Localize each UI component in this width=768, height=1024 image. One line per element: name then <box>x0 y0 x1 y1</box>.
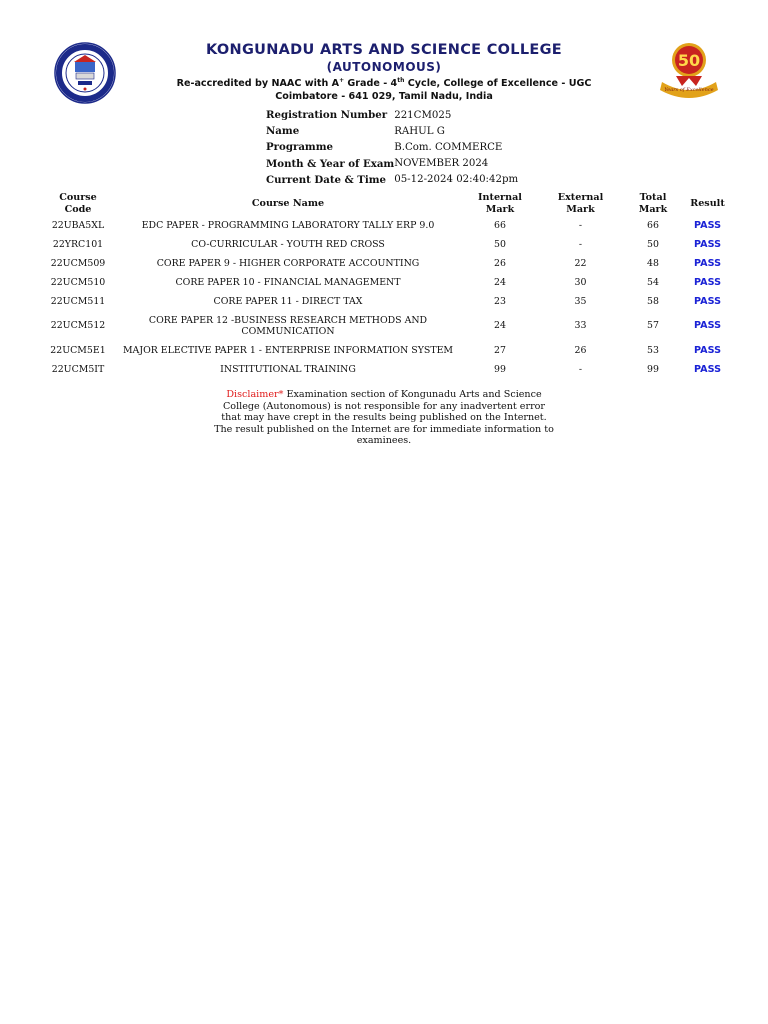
info-row-programme <box>266 139 518 155</box>
college-address: Coimbatore - 641 029, Tamil Nadu, India <box>275 91 493 102</box>
badge-number: 50 <box>677 51 701 70</box>
total-mark: 50 <box>647 238 659 250</box>
result-status: PASS <box>694 344 721 356</box>
course-code: 22YRC101 <box>52 238 104 250</box>
external-mark: - <box>578 363 583 375</box>
table-row <box>40 254 730 273</box>
course-name: INSTITUTIONAL TRAINING <box>220 363 356 375</box>
student-info-table <box>266 107 518 188</box>
internal-mark: 26 <box>494 257 506 269</box>
accreditation-line: Re-accredited by NAAC with A+ Grade - 4th Cycle, College of Excellence - UGC <box>176 77 592 90</box>
programme: B.Com. COMMERCE <box>394 141 503 153</box>
internal-mark: 24 <box>494 320 506 332</box>
registration-number: 221CM025 <box>394 109 452 121</box>
course-code: 22UCM5E1 <box>50 344 106 356</box>
internal-mark: 23 <box>494 295 506 307</box>
exam-month-year: NOVEMBER 2024 <box>394 158 489 170</box>
external-mark: 33 <box>574 320 587 332</box>
college-emblem <box>54 42 116 104</box>
info-label: Programme <box>266 141 333 154</box>
results-table <box>40 191 730 379</box>
table-row <box>40 311 730 341</box>
header-course-code: Course Code <box>59 192 97 215</box>
results-header-row <box>40 191 730 216</box>
result-status: PASS <box>694 320 721 332</box>
course-code: 22UCM512 <box>50 320 106 332</box>
external-mark: 35 <box>574 295 587 307</box>
total-mark: 58 <box>647 295 659 307</box>
internal-mark: 27 <box>494 344 506 356</box>
total-mark: 99 <box>647 363 659 375</box>
header-course-name: Course Name <box>251 197 325 209</box>
result-status: PASS <box>694 257 721 269</box>
result-status: PASS <box>694 295 721 307</box>
table-row <box>40 292 730 311</box>
course-name: EDC PAPER - PROGRAMMING LABORATORY TALLY ERP 9.0 <box>141 219 435 231</box>
student-name: RAHUL G <box>394 125 445 137</box>
internal-mark: 50 <box>494 238 506 250</box>
total-mark: 54 <box>647 276 659 288</box>
header-external-mark: External Mark <box>557 192 604 215</box>
internal-mark: 66 <box>494 219 506 231</box>
external-mark: - <box>578 219 583 231</box>
result-status: PASS <box>694 238 721 250</box>
course-name: MAJOR ELECTIVE PAPER 1 - ENTERPRISE INFORMATION SYSTEM <box>122 344 454 356</box>
info-label: Registration Number <box>266 109 388 122</box>
current-datetime: 05-12-2024 02:40:42pm <box>394 174 519 186</box>
result-status: PASS <box>694 219 721 231</box>
info-row-exam-month <box>266 156 518 172</box>
badge-text: Years of Excellence <box>664 87 714 93</box>
info-label: Current Date & Time <box>266 173 387 186</box>
course-code: 22UCM510 <box>50 276 106 288</box>
table-row <box>40 273 730 292</box>
table-row <box>40 341 730 360</box>
table-row <box>40 216 730 235</box>
info-row-registration <box>266 107 518 123</box>
total-mark: 57 <box>647 320 659 332</box>
info-row-datetime <box>266 172 518 188</box>
golden-jubilee-badge <box>656 40 722 102</box>
header-result: Result <box>690 197 725 209</box>
disclaimer-label: Disclaimer* <box>226 389 284 400</box>
course-code: 22UBA5XL <box>51 219 105 231</box>
info-label: Month & Year of Exam <box>266 157 395 170</box>
disclaimer-text: Examination section of Kongunadu Arts and Science College (Autonomous) is not responsible for any inadvertent error that may have crept in the results being published on the Internet. The result published on the Internet are for immediate information to examinees. <box>214 389 554 447</box>
external-mark: 30 <box>574 276 587 288</box>
course-code: 22UCM509 <box>50 257 106 269</box>
course-name: CORE PAPER 10 - FINANCIAL MANAGEMENT <box>175 276 401 288</box>
external-mark: - <box>578 238 583 250</box>
autonomous-label: (AUTONOMOUS) <box>326 60 442 74</box>
info-row-name <box>266 123 518 139</box>
external-mark: 22 <box>574 257 587 269</box>
table-row <box>40 360 730 379</box>
disclaimer <box>214 389 554 447</box>
external-mark: 26 <box>574 344 587 356</box>
course-code: 22UCM511 <box>50 295 106 307</box>
college-name: KONGUNADU ARTS AND SCIENCE COLLEGE <box>206 42 562 58</box>
total-mark: 48 <box>647 257 659 269</box>
header-total-mark: Total Mark <box>638 192 668 215</box>
info-label: Name <box>266 125 300 138</box>
internal-mark: 99 <box>494 363 506 375</box>
course-name: CORE PAPER 11 - DIRECT TAX <box>213 295 363 307</box>
course-name: CORE PAPER 12 -BUSINESS RESEARCH METHODS AND COMMUNICATION <box>148 314 428 337</box>
total-mark: 53 <box>647 344 659 356</box>
internal-mark: 24 <box>494 276 506 288</box>
course-name: CO-CURRICULAR - YOUTH RED CROSS <box>191 238 385 250</box>
header-internal-mark: Internal Mark <box>478 192 522 215</box>
course-name: CORE PAPER 9 - HIGHER CORPORATE ACCOUNTING <box>156 257 420 269</box>
table-row <box>40 235 730 254</box>
result-status: PASS <box>694 276 721 288</box>
total-mark: 66 <box>647 219 659 231</box>
course-code: 22UCM5IT <box>51 363 105 375</box>
result-status: PASS <box>694 363 721 375</box>
